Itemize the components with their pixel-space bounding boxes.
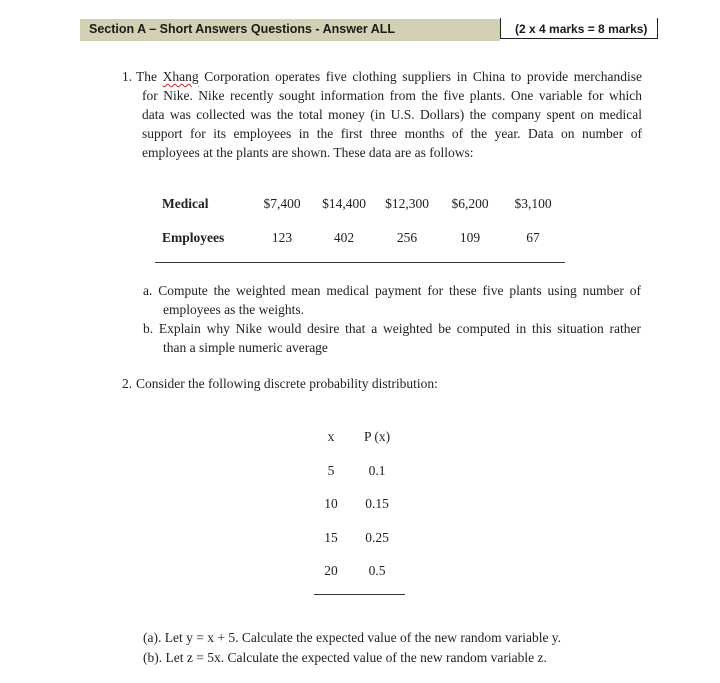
employees-row-label: Employees xyxy=(162,230,225,245)
employees-value: 256 xyxy=(396,230,418,245)
question-2-intro: Consider the following discrete probability distribution: xyxy=(136,376,438,391)
employees-value: 109 xyxy=(459,230,481,245)
p-column-header: P (x) xyxy=(363,429,391,444)
x-value: 20 xyxy=(324,563,338,578)
medical-value: $12,300 xyxy=(385,196,429,211)
employees-value: 123 xyxy=(271,230,293,245)
medical-value: $3,100 xyxy=(514,196,552,211)
employees-value: 402 xyxy=(333,230,355,245)
marks-label: (2 x 4 marks = 8 marks) xyxy=(515,22,648,36)
medical-value: $14,400 xyxy=(322,196,366,211)
p-value: 0.5 xyxy=(368,563,386,578)
question-2-number: 2. xyxy=(122,376,133,391)
x-value: 15 xyxy=(324,530,338,545)
p-value: 0.15 xyxy=(365,496,389,511)
medical-value: $6,200 xyxy=(451,196,489,211)
question-1-part-b-line-1: b. Explain why Nike would desire that a weighted be computed in this situation rather xyxy=(143,321,641,336)
question-2-part-b: (b). Let z = 5x. Calculate the expected value of the new random variable z. xyxy=(143,650,547,665)
section-title: Section A – Short Answers Questions - Answer ALL xyxy=(89,22,396,36)
x-value: 5 xyxy=(327,463,335,478)
x-column-header: x xyxy=(327,429,335,444)
x-value: 10 xyxy=(324,496,338,511)
employees-value: 67 xyxy=(526,230,540,245)
table-1-bottom-rule xyxy=(155,262,565,263)
question-1-line-2: for Nike. Nike recently sought information from the five plants. One variable for which xyxy=(142,88,642,103)
table-2-bottom-rule xyxy=(314,594,405,595)
medical-value: $7,400 xyxy=(263,196,301,211)
question-1-number: 1. xyxy=(122,69,133,84)
question-1-part-b-line-2: than a simple numeric average xyxy=(163,340,328,355)
question-1-line-1 xyxy=(136,69,642,85)
medical-row-label: Medical xyxy=(162,196,209,211)
question-1-line-1-prefix: The xyxy=(136,69,163,84)
question-2-part-a: (a). Let y = x + 5. Calculate the expected value of the new random variable y. xyxy=(143,630,562,645)
question-1-line-5: employees at the plants are shown. These data are as follows: xyxy=(142,145,474,160)
question-1-line-4: support for its employees in the first three months of the year. Data on number of xyxy=(142,126,642,141)
question-1-part-a-line-2: employees as the weights. xyxy=(163,302,304,317)
question-1-line-1-rest: Corporation operates five clothing suppliers in China to provide merchandise xyxy=(198,69,642,84)
question-1-line-3: data was collected was the total money (in U.S. Dollars) the company spent on medical xyxy=(142,107,642,122)
company-name: Xhang xyxy=(162,69,199,84)
question-1-part-a-line-1: a. Compute the weighted mean medical payment for these five plants using number of xyxy=(143,283,641,298)
p-value: 0.1 xyxy=(368,463,386,478)
p-value: 0.25 xyxy=(365,530,389,545)
